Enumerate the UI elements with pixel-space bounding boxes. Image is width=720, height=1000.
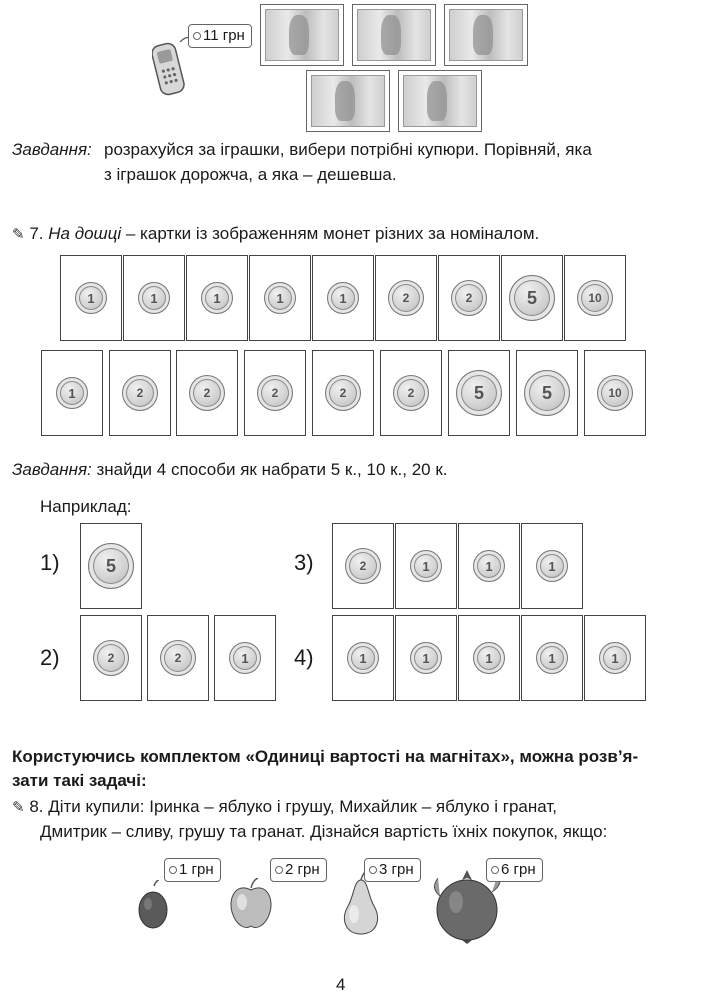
apple-icon bbox=[228, 878, 274, 930]
coin: 2 bbox=[325, 375, 361, 411]
task6-line2: з іграшок дорожча, а яка – дешевша. bbox=[104, 165, 397, 184]
task8-number: 8. bbox=[29, 797, 44, 816]
phone-price-tag: 11 грн bbox=[188, 24, 252, 48]
coin-card bbox=[244, 350, 306, 436]
task6-label: Завдання: bbox=[12, 140, 92, 159]
page-number: 4 bbox=[336, 975, 346, 994]
task7-heading bbox=[12, 221, 539, 247]
coin-card bbox=[448, 350, 510, 436]
coin-card bbox=[332, 523, 394, 609]
coin-card bbox=[123, 255, 185, 341]
pencil-icon: ✎ bbox=[12, 799, 25, 816]
magnets-heading-line1: Користуючись комплектом «Одиниці вартості на магнітах», можна розв’я- bbox=[12, 747, 639, 766]
coin: 1 bbox=[201, 282, 233, 314]
coin-card bbox=[109, 350, 171, 436]
coin: 1 bbox=[264, 282, 296, 314]
banknote-5 bbox=[398, 70, 482, 132]
task7-task-label: Завдання: bbox=[12, 460, 92, 479]
plum-price-tag: 1 грн bbox=[164, 858, 221, 882]
phone-illustration bbox=[152, 34, 192, 98]
example-4-label: 4) bbox=[294, 645, 314, 670]
task7-italic: На дошці bbox=[48, 224, 122, 243]
coin: 1 bbox=[473, 642, 505, 674]
coin-card bbox=[214, 615, 276, 701]
coin: 1 bbox=[229, 642, 261, 674]
coin: 2 bbox=[388, 280, 424, 316]
example-1-label: 1) bbox=[40, 550, 60, 575]
coin-card bbox=[80, 615, 142, 701]
coin-card bbox=[80, 523, 142, 609]
pear-price-tag: 3 грн bbox=[364, 858, 421, 882]
example-3-label: 3) bbox=[294, 550, 314, 575]
example-label: Наприклад: bbox=[40, 497, 132, 516]
coin-card bbox=[521, 615, 583, 701]
coin-card bbox=[395, 523, 457, 609]
coin-card bbox=[584, 350, 646, 436]
coin: 1 bbox=[536, 642, 568, 674]
coin-card bbox=[312, 255, 374, 341]
coin-card bbox=[147, 615, 209, 701]
plum-icon bbox=[136, 880, 172, 932]
coin-card bbox=[521, 523, 583, 609]
task8-line1: Діти купили: Іринка – яблуко і грушу, Михайлик – яблуко і гранат, bbox=[48, 797, 557, 816]
coin: 2 bbox=[345, 548, 381, 584]
coin-card bbox=[458, 615, 520, 701]
coin-card bbox=[380, 350, 442, 436]
task8-line2: Дмитрик – сливу, грушу та гранат. Дізнайся вартість їхніх покупок, якщо: bbox=[40, 822, 608, 841]
coin: 2 bbox=[93, 640, 129, 676]
task7-rest: – картки із зображенням монет різних за номіналом. bbox=[121, 224, 540, 243]
coin: 1 bbox=[138, 282, 170, 314]
coin: 1 bbox=[473, 550, 505, 582]
task7-number: 7. bbox=[29, 224, 44, 243]
coin: 1 bbox=[410, 642, 442, 674]
coin-card bbox=[438, 255, 500, 341]
pencil-icon: ✎ bbox=[12, 226, 25, 243]
coin-card bbox=[176, 350, 238, 436]
coin: 2 bbox=[393, 375, 429, 411]
task7-assignment bbox=[12, 457, 448, 482]
banknote-4 bbox=[306, 70, 390, 132]
coin-card bbox=[458, 523, 520, 609]
coin: 2 bbox=[451, 280, 487, 316]
coin-card bbox=[501, 255, 563, 341]
coin-card bbox=[516, 350, 578, 436]
coin-card bbox=[186, 255, 248, 341]
coin-card bbox=[584, 615, 646, 701]
coin: 5 bbox=[456, 370, 502, 416]
coin: 10 bbox=[577, 280, 613, 316]
task6-line1: розрахуйся за іграшки, вибери потрібні купюри. Порівняй, яка bbox=[104, 140, 592, 159]
pomegranate-price-tag: 6 грн bbox=[486, 858, 543, 882]
coin: 5 bbox=[524, 370, 570, 416]
coin: 2 bbox=[257, 375, 293, 411]
coin: 5 bbox=[509, 275, 555, 321]
task7-task-text: знайди 4 способи як набрати 5 к., 10 к., 20 к. bbox=[96, 460, 448, 479]
coin-card bbox=[564, 255, 626, 341]
coin: 1 bbox=[327, 282, 359, 314]
coin: 1 bbox=[75, 282, 107, 314]
coin-card bbox=[41, 350, 103, 436]
coin-card bbox=[249, 255, 311, 341]
banknote-1 bbox=[260, 4, 344, 66]
coin-card bbox=[332, 615, 394, 701]
coin: 2 bbox=[189, 375, 225, 411]
banknote-3 bbox=[444, 4, 528, 66]
coin: 1 bbox=[347, 642, 379, 674]
coin-card bbox=[375, 255, 437, 341]
example-2-label: 2) bbox=[40, 645, 60, 670]
task8-line1-wrap bbox=[12, 794, 557, 820]
coin: 1 bbox=[536, 550, 568, 582]
apple-price-tag: 2 грн bbox=[270, 858, 327, 882]
coin: 1 bbox=[599, 642, 631, 674]
coin: 10 bbox=[597, 375, 633, 411]
coin: 1 bbox=[410, 550, 442, 582]
magnets-heading-line2: зати такі задачі: bbox=[12, 771, 147, 790]
coin: 2 bbox=[122, 375, 158, 411]
coin: 1 bbox=[56, 377, 88, 409]
coin-card bbox=[395, 615, 457, 701]
coin-card bbox=[312, 350, 374, 436]
banknote-2 bbox=[352, 4, 436, 66]
coin: 5 bbox=[88, 543, 134, 589]
coin: 2 bbox=[160, 640, 196, 676]
coin-card bbox=[60, 255, 122, 341]
